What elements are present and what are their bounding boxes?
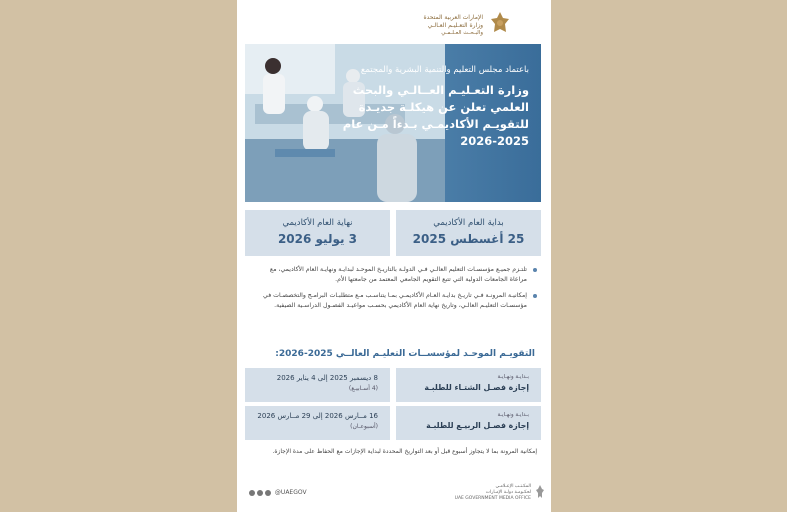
x-icon [249,490,255,496]
ministry-line-2: وزارة التعـليـم العـالـي [427,22,483,29]
ministry-logo [371,8,511,42]
break-name: إجازة فصـل الشتـاء للطلبـة [424,383,529,392]
hero-title: وزارة التعـليـم العــالـي والبحث العلمي تعلن عن هيكلـة جديـدة للتقويـم الأكاديمـي بـدءاً مـن عام 2025-2026 [342,83,529,148]
start-card [396,210,541,256]
bullet-text: تلتـزم جميـع مؤسسـات التعليم العالـي فـي الدولـة بالتاريـخ الموحـد لبدايـة ونهايـة العام الأكاديمي، مع مراعاة الجامعات الدولية التي تتبع التقويم الجامعي المعتمد من جامعتها الأم. [269,266,527,283]
ministry-name [424,14,484,37]
ministry-line-1: الإمارات العربية المتحدة [423,14,483,21]
break-name-cell [396,406,541,440]
handle-text: @UAEGOV [274,489,307,496]
hero-banner [245,44,541,202]
flexibility-note: إمكانية المرونة بما لا يتجاوز أسبوع قبل أو بعد التواريخ المحددة لبداية الإجازات مع الحفاظ على مدة الإجازة. [272,448,537,455]
hero-subtitle: باعتماد مجلس التعليم والتنمية البشرية والمجتمع [360,65,529,75]
bullet-item [251,291,537,311]
uae-emblem-icon [489,10,511,38]
bullet-dot-icon [533,268,537,272]
end-card [245,210,390,256]
start-label: بداية العام الأكاديمي [433,218,504,228]
break-dates-cell [245,406,390,440]
office-line-2: لحكـومـة دولـة الإمـارات [485,490,531,495]
media-office-logo [455,484,531,502]
emblem-icon [535,484,545,500]
bullet-item [251,265,537,285]
spring-break-row [245,406,541,440]
hero-text [339,64,529,150]
office-line-1: المكـتـب الإعـلامـي [495,484,531,489]
youtube-icon [265,490,271,496]
bullet-list [251,265,537,317]
end-label: نهاية العام الأكاديمي [282,218,353,228]
instagram-icon [257,490,263,496]
break-dates: 8 ديسمبر 2025 إلى 4 يناير 2026 [276,374,378,382]
ministry-line-3: والبـحـث العـلـمـي [441,30,483,36]
break-small-label: بـدايـة ونهـايـة [497,374,529,380]
document-page [237,0,551,512]
office-line-3: UAE GOVERNMENT MEDIA OFFICE [454,496,531,501]
social-handle [249,489,307,496]
winter-break-row [245,368,541,402]
break-dates-cell [245,368,390,402]
bullet-dot-icon [533,294,537,298]
break-duration: (أسبوعـان) [350,423,378,430]
break-dates: 16 مــارس 2026 إلى 29 مــارس 2026 [257,412,378,420]
academic-year-cards [245,210,541,256]
break-name-cell [396,368,541,402]
end-date: 3 يوليو 2026 [277,232,358,246]
break-name: إجازة فصـل الربيـع للطلبـة [426,421,529,430]
start-date: 25 أغسطس 2025 [412,232,525,246]
bullet-text: إمكانيـة المرونـة فـي تاريـخ بدايـة العـام الأكاديمـي بمـا يتناسـب مـع متطلبـات البرامـج والتخصصـات في مؤسسـات التعليـم العالـي، وتاريخ نهاية العام الأكاديمي بحسـب مواعيـد الفصـول الدراسـية الصيفية. [263,292,527,309]
break-small-label: بـدايـة ونهـايـة [497,412,529,418]
break-duration: (4 أسـابيـع) [348,385,378,392]
section-title: التقويـم الموحـد لمؤسســات التعليـم العالــي 2025-2026: [275,349,535,359]
